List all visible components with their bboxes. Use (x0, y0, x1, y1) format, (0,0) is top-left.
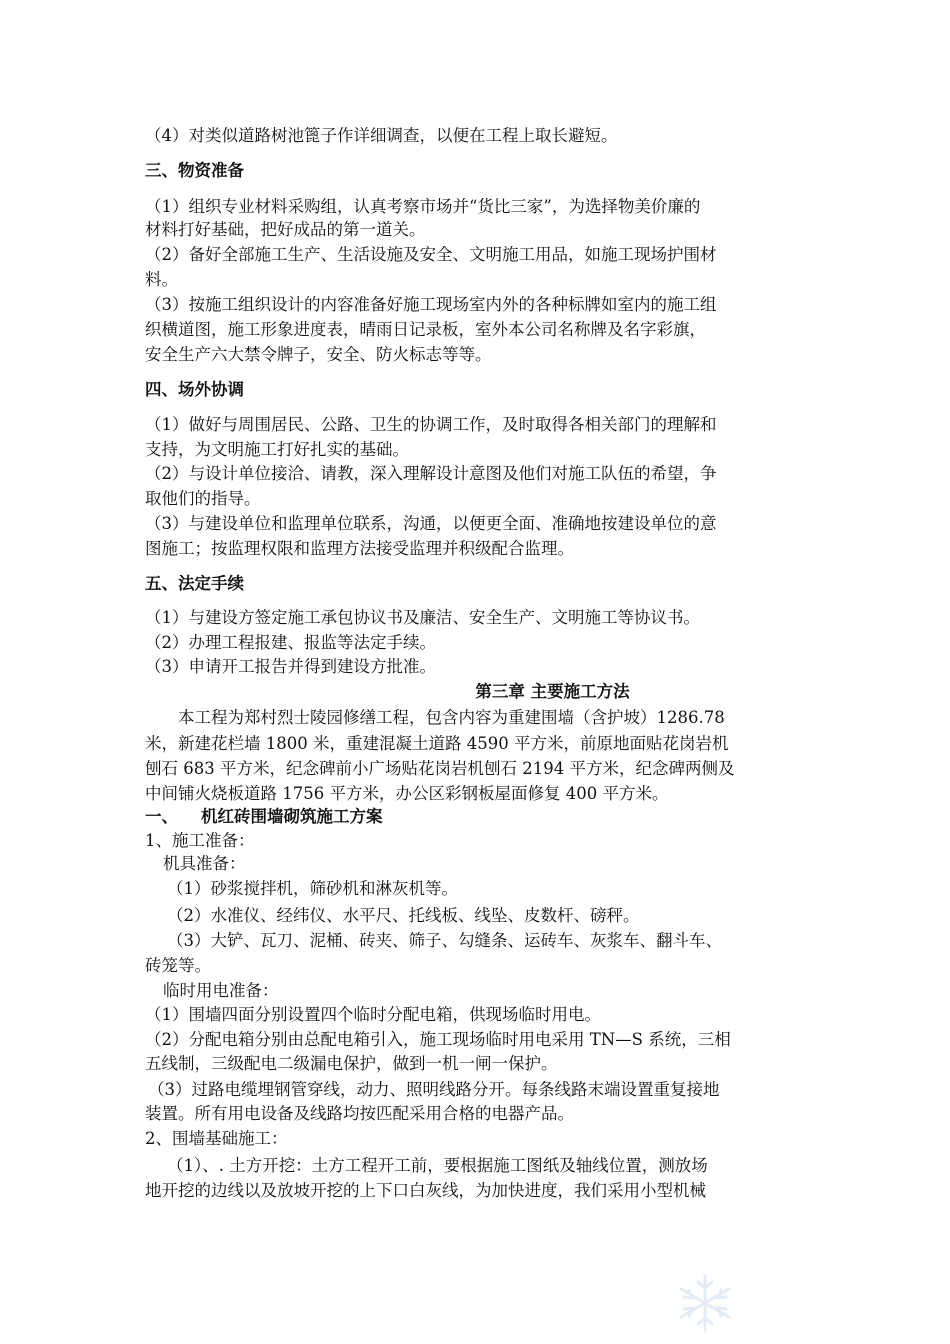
paragraph-line: （1）、. 土方开挖：土方工程开工前，要根据施工图纸及轴线位置，测放场 (167, 1156, 708, 1175)
paragraph-line: 料。 (145, 270, 178, 289)
paragraph-line: 取他们的指导。 (145, 489, 261, 508)
snowflake-watermark-icon (670, 1268, 740, 1338)
paragraph-line: 织横道图，施工形象进度表，晴雨日记录板，室外本公司名称牌及名字彩旗， (145, 320, 706, 339)
section-heading: 三、物资准备 (145, 161, 244, 180)
paragraph-line: （4）对类似道路树池篦子作详细调查，以便在工程上取长避短。 (145, 126, 618, 145)
paragraph-line: 本工程为郑村烈士陵园修缮工程，包含内容为重建围墙（含护坡）1286.78 (178, 708, 725, 727)
paragraph-line: 图施工；按监理权限和监理方法接受监理并积级配合监理。 (145, 539, 574, 558)
paragraph-line: 五线制，三级配电二级漏电保护，做到一机一闸一保护。 (145, 1054, 558, 1073)
paragraph-line: （3）申请开工报告并得到建设方批准。 (145, 657, 436, 676)
section-heading: 一、 机红砖围墙砌筑施工方案 (145, 807, 383, 826)
paragraph-line: （1）与建设方签定施工承包协议书及廉洁、安全生产、文明施工等协议书。 (145, 608, 700, 627)
paragraph-line: （2）分配电箱分别由总配电箱引入，施工现场临时用电采用 TN—S 系统，三相 (145, 1030, 731, 1049)
paragraph-line: 中间铺火烧板道路 1756 平方米，办公区彩钢板屋面修复 400 平方米。 (145, 784, 669, 803)
paragraph-line: （2）与设计单位接洽、请教，深入理解设计意图及他们对施工队伍的希望，争 (145, 464, 717, 483)
paragraph-line: 装置。所有用电设备及线路均按匹配采用合格的电器产品。 (145, 1104, 574, 1123)
paragraph-line: 支持，为文明施工打好扎实的基础。 (145, 440, 409, 459)
paragraph-line: 米，新建花栏墙 1800 米，重建混凝土道路 4590 平方米，前原地面贴花岗岩机 (145, 734, 729, 753)
paragraph-line: （2）备好全部施工生产、生活设施及安全、文明施工用品，如施工现场护围材 (145, 245, 717, 264)
paragraph-line: （3）按施工组织设计的内容准备好施工现场室内外的各种标牌如室内的施工组 (145, 295, 717, 314)
paragraph-line: （2）水准仪、经纬仪、水平尺、托线板、线坠、皮数杆、磅秤。 (167, 906, 640, 925)
paragraph-line: （1）做好与周围居民、公路、卫生的协调工作，及时取得各相关部门的理解和 (145, 415, 717, 434)
paragraph-line: （1）砂浆搅拌机，筛砂机和淋灰机等。 (167, 879, 458, 898)
paragraph-line: （1）围墙四面分别设置四个临时分配电箱，供现场临时用电。 (145, 1005, 601, 1024)
paragraph-line: 地开挖的边线以及放坡开挖的上下口白灰线，为加快进度，我们采用小型机械 (145, 1181, 706, 1200)
chapter-title: 第三章 主要施工方法 (475, 682, 630, 701)
section-heading: 四、场外协调 (145, 380, 244, 399)
paragraph-line: 临时用电准备： (163, 981, 279, 1000)
paragraph-line: 1、施工准备： (145, 831, 255, 850)
paragraph-line: （3）与建设单位和监理单位联系，沟通，以便更全面、准确地按建设单位的意 (145, 514, 717, 533)
paragraph-line: （3）大铲、瓦刀、泥桶、砖夹、筛子、勾缝条、运砖车、灰浆车、翻斗车、 (167, 931, 722, 950)
section-heading: 五、法定手续 (145, 574, 244, 593)
paragraph-line: 2、围墙基础施工： (145, 1129, 288, 1148)
paragraph-line: 砖笼等。 (145, 956, 211, 975)
paragraph-line: （2）办理工程报建、报监等法定手续。 (145, 633, 436, 652)
paragraph-line: 材料打好基础，把好成品的第一道关。 (145, 220, 426, 239)
paragraph-line: （3）过路电缆埋钢管穿线，动力、照明线路分开。每条线路末端设置重复接地 (148, 1080, 720, 1099)
paragraph-line: 刨石 683 平方米，纪念碑前小广场贴花岗岩机刨石 2194 平方米，纪念碑两侧及 (145, 759, 735, 778)
paragraph-line: 机具准备： (163, 854, 246, 873)
paragraph-line: （1）组织专业材料采购组，认真考察市场并“货比三家”，为选择物美价廉的 (145, 197, 701, 216)
paragraph-line: 安全生产六大禁令牌子，安全、防火标志等等。 (145, 345, 492, 364)
